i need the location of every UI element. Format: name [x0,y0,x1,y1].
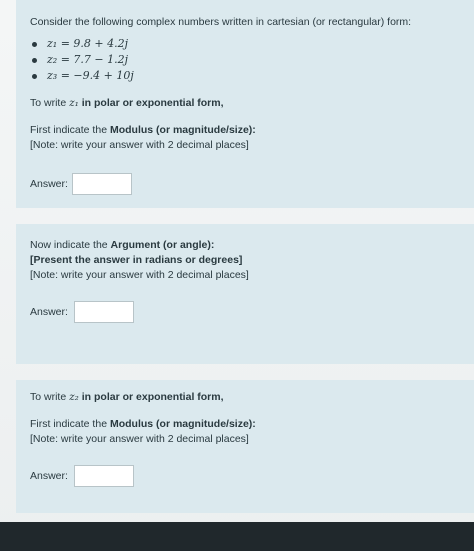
equation-item [32,68,460,84]
answer-label: Answer: [30,306,68,318]
answer-input-2[interactable] [74,301,134,323]
equation-z1: z₁ = 9.8 + 4.2j [47,37,129,50]
argument-label: Argument (or angle): [110,239,215,251]
answer-row [30,465,460,487]
bullet-icon [32,42,37,47]
argument-line [30,238,460,253]
question-card-2 [16,224,474,364]
modulus-label: Modulus (or magnitude/size): [109,418,256,430]
note-text: [Note: write your answer with 2 decimal places] [30,433,249,445]
equation-list [30,36,460,84]
equation-z3: z₃ = −9.4 + 10j [47,69,134,82]
modulus-line [30,417,460,432]
equation-item [32,36,460,52]
modulus-prefix: First indicate the [30,124,110,136]
modulus-prefix: First indicate the [30,418,110,430]
argument-prefix: Now indicate the [30,239,111,251]
instruction-line [30,390,460,405]
answer-input-1[interactable] [72,173,132,195]
instruction-line [30,96,460,111]
instruction-bold: in polar or exponential form, [78,391,224,403]
question-card-1 [16,0,474,208]
question-card-3 [16,380,474,513]
equation-z2: z₂ = 7.7 − 1.2j [47,53,129,66]
units-instruction: [Present the answer in radians or degrees] [30,254,243,266]
variable-z2: z₂ [69,391,79,403]
answer-label: Answer: [30,178,68,190]
bullet-icon [32,74,37,79]
bullet-icon [32,58,37,63]
instruction-text: To write [30,97,70,109]
variable-z1: z₁ [69,97,79,109]
answer-row [30,301,460,323]
modulus-label: Modulus (or magnitude/size): [109,124,256,136]
note-text: [Note: write your answer with 2 decimal places] [30,269,249,281]
equation-item [32,52,460,68]
answer-label: Answer: [30,470,68,482]
modulus-line [30,123,460,138]
footer-bar [0,522,474,551]
answer-input-3[interactable] [74,465,134,487]
instruction-text: To write [30,391,70,403]
question-intro: Consider the following complex numbers written in cartesian (or rectangular) form: [30,16,412,28]
answer-row [30,173,460,195]
note-text: [Note: write your answer with 2 decimal places] [30,139,249,151]
instruction-bold: in polar or exponential form, [78,97,224,109]
